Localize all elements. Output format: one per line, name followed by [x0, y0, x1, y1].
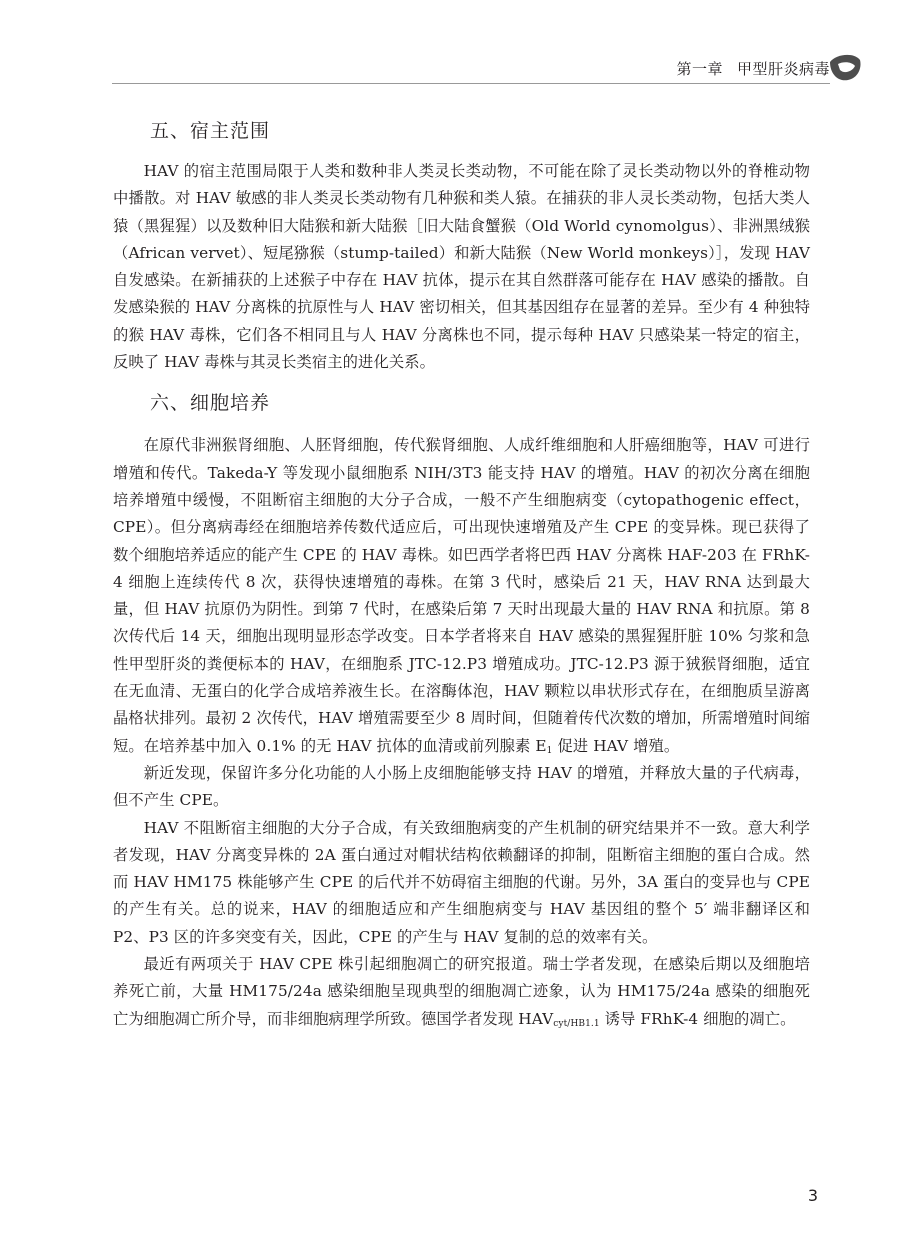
cell-culture-paragraph-1-text: 在原代非洲猴肾细胞、人胚肾细胞，传代猴肾细胞、人成纤维细胞和人肝癌细胞等，HAV 可进行增殖和传代。Takeda-Y 等发现小鼠细胞系 NIH/3T3 能支持 HAV 的增殖。HAV 的初次分离在细胞培养增殖中缓慢，不阻断宿主细胞的大分子合成，一般不产生细胞病变（cytopathogenic effect，CPE）。但分离病毒经在细胞培养传数代适应后，可出现快速增殖及产生 CPE 的变异株。现已获得了数个细胞培养适应的能产生 CPE 的 HAV 毒株。如巴西学者将巴西 HAV 分离株 HAF-203 在 FRhK-4 细胞上连续传代 8 次，获得快速增殖的毒株。在第 3 代时，感染后 21 天，HAV RNA 达到最大量，但 HAV 抗原仍为阴性。到第 7 代时，在感染后第 7 天时出现最大量的 HAV RNA 和抗原。第 8 次传代后 14 天，细胞出现明显形态学改变。日本学者将来自 HAV 感染的黑猩猩肝脏 10% 匀浆和急性甲型肝炎的粪便标本的 HAV，在细胞系 JTC-12.P3 增殖成功。JTC-12.P3 源于狨猴肾细胞，适宜在无血清、无蛋白的化学合成培养液生长。在溶酶体泡，HAV 颗粒以串状形式存在，在细胞质呈游离晶格状排列。最初 2 次传代，HAV 增殖需要至少 8 周时间，但随着传代次数的增加，所需增殖时间缩短。在培养基中加入 0.1% 的无 HAV 抗体的血清或前列腺素 E: [113, 436, 810, 755]
host-range-paragraph: HAV 的宿主范围局限于人类和数种非人类灵长类动物，不可能在除了灵长类动物以外的脊椎动物中播散。对 HAV 敏感的非人类灵长类动物有几种猴和类人猿。在捕获的非人灵长类动物，包括大类人猿（黑猩猩）以及数种旧大陆猴和新大陆猴［旧大陆食蟹猴（Old World cynomolgus）、非洲黑绒猴（African vervet）、短尾猕猴（stump-tailed）和新大陆猴（New World monkeys）］，发现 HAV 自发感染。在新捕获的上述猴子中存在 HAV 抗体，提示在其自然群落可能存在 HAV 感染的播散。自发感染猴的 HAV 分离株的抗原性与人 HAV 密切相关，但其基因组存在显著的差异。至少有 4 种独特的猴 HAV 毒株，它们各不相同且与人 HAV 分离株也不同，提示每种 HAV 只感染某一特定的宿主，反映了 HAV 毒株与其灵长类宿主的进化关系。: [113, 162, 810, 372]
page-body: [113, 110, 810, 1033]
page-number: 3: [807, 1186, 818, 1205]
page-header: [0, 0, 900, 90]
section-heading-cell-culture: 六、细胞培养: [150, 392, 271, 415]
chapter-title: 甲型肝炎病毒: [736, 60, 830, 78]
chapter-badge-icon: [828, 52, 862, 82]
prostaglandin-subscript: 1: [546, 745, 553, 756]
running-head: [676, 58, 830, 79]
chapter-label: 第一章: [676, 60, 723, 78]
cell-culture-paragraph-1: [113, 432, 810, 760]
cell-culture-paragraph-4: [113, 951, 810, 1033]
cell-culture-paragraph-3: HAV 不阻断宿主细胞的大分子合成，有关致细胞病变的产生机制的研究结果并不一致。意大利学者发现，HAV 分离变异株的 2A 蛋白通过对帽状结构依赖翻译的抑制，阻断宿主细胞的蛋白合成。然而 HAV HM175 株能够产生 CPE 的后代并不妨碍宿主细胞的代谢。另外，3A 蛋白的变异也与 CPE 的产生有关。总的说来，HAV 的细胞适应和产生细胞病变与 HAV 基因组的整个 5′ 端非翻译区和 P2、P3 区的许多突变有关，因此，CPE 的产生与 HAV 复制的总的效率有关。: [113, 818, 810, 946]
cell-culture-paragraph-2: 新近发现，保留许多分化功能的人小肠上皮细胞能够支持 HAV 的增殖，并释放大量的子代病毒，但不产生 CPE。: [113, 763, 810, 810]
cell-culture-paragraph-4-text: 最近有两项关于 HAV CPE 株引起细胞凋亡的研究报道。瑞士学者发现，在感染后期以及细胞培养死亡前，大量 HM175/24a 感染细胞呈现典型的细胞凋亡迹象，认为 HM175/24a 感染的细胞死亡为细胞凋亡所介导，而非细胞病理学所致。德国学者发现 HAV: [113, 955, 810, 1028]
cell-culture-paragraph-1-tail: 促进 HAV 增殖。: [552, 736, 680, 755]
header-rule: [112, 83, 830, 84]
section-heading-host-range: 五、宿主范围: [150, 120, 271, 142]
hav-strain-subscript: cyt/HB1.1: [553, 1018, 600, 1029]
cell-culture-paragraph-4-tail: 诱导 FRhK-4 细胞的凋亡。: [599, 1009, 796, 1028]
